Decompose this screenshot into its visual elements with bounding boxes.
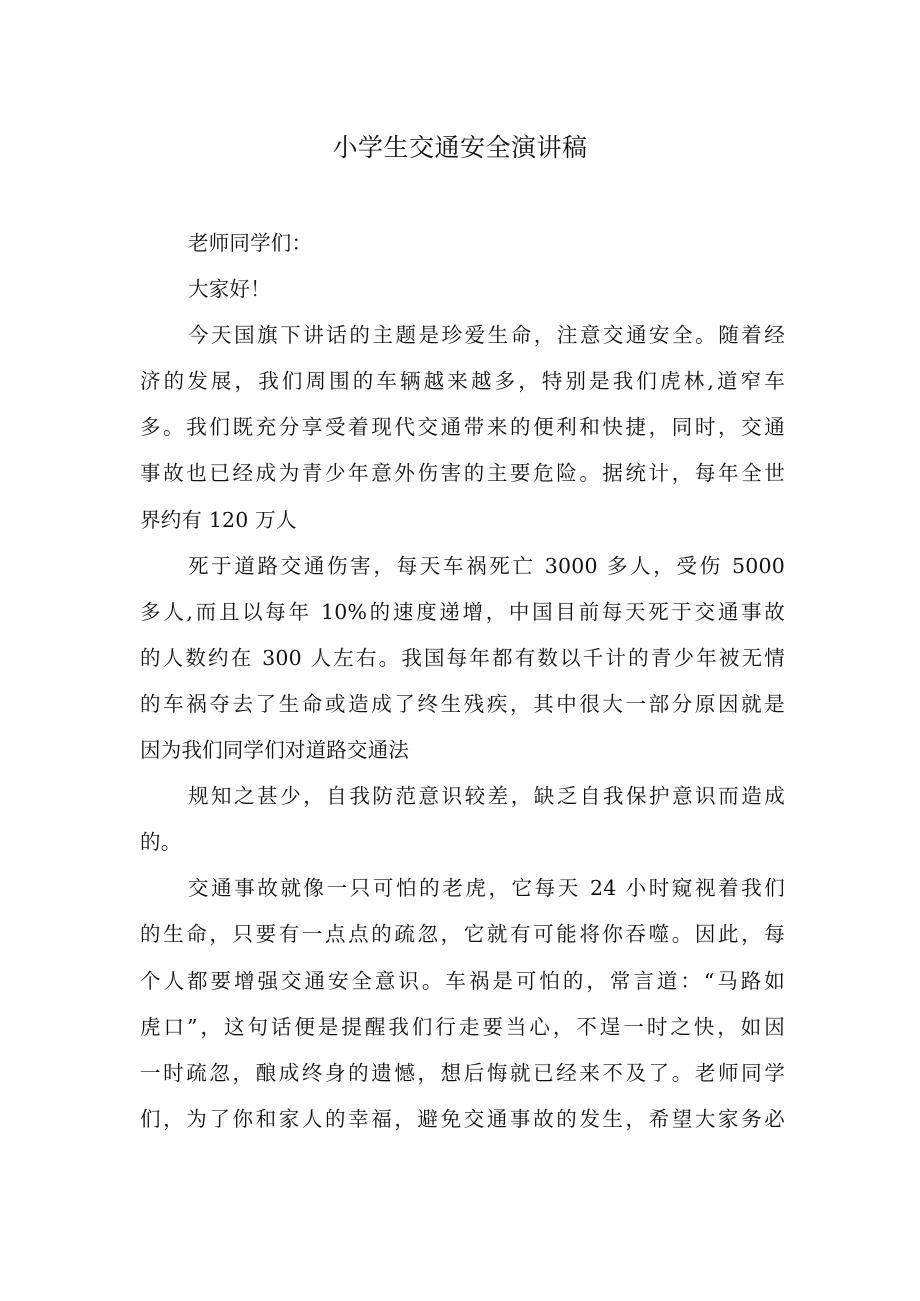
- text-line: 的生命，只要有一点点的疏忽，它就有可能将你吞噬。因此，每: [140, 922, 785, 947]
- text-line: 一时疏忽，酿成终身的遗憾，想后悔就已经来不及了。老师同学: [140, 1060, 785, 1085]
- text-line: 们，为了你和家人的幸福，避免交通事故的发生，希望大家务必: [140, 1106, 785, 1131]
- text-line: 多。我们既充分享受着现代交通带来的便利和快捷，同时，交通: [140, 415, 785, 440]
- text-line: 因为我们同学们对道路交通法: [140, 738, 410, 763]
- text-line: 的人数约在 300 人左右。我国每年都有数以千计的青少年被无情: [140, 645, 785, 670]
- document-body: [140, 220, 785, 1142]
- text-line: 规知之甚少，自我防范意识较差，缺乏自我保护意识而造成: [188, 784, 785, 809]
- text-line: 死于道路交通伤害，每天车祸死亡 3000 多人，受伤 5000: [188, 553, 785, 578]
- text-line: 的车祸夺去了生命或造成了终生残疾，其中很大一部分原因就是: [140, 691, 785, 716]
- text-line: 大家好！: [188, 277, 271, 302]
- text-line: 虎口”，这句话便是提醒我们行走要当心，不逞一时之快，如因: [140, 1014, 785, 1039]
- text-line: 今天国旗下讲话的主题是珍爱生命，注意交通安全。随着经: [188, 323, 785, 348]
- text-line: 济的发展，我们周围的车辆越来越多，特别是我们虎林,道窄车: [140, 369, 785, 394]
- text-line: 个人都要增强交通安全意识。车祸是可怕的，常言道：“马路如: [140, 968, 785, 993]
- text-line: 交通事故就像一只可怕的老虎，它每天 24 小时窥视着我们: [188, 876, 785, 901]
- text-line: 多人,而且以每年 10%的速度递增，中国目前每天死于交通事故: [140, 599, 785, 624]
- text-line: 老师同学们：: [188, 231, 313, 255]
- text-line: 的。: [140, 830, 182, 855]
- text-line: 事故也已经成为青少年意外伤害的主要危险。据统计，每年全世: [140, 461, 785, 486]
- text-line: 界约有 120 万人: [140, 507, 297, 532]
- document-title: 小学生交通安全演讲稿: [332, 133, 588, 162]
